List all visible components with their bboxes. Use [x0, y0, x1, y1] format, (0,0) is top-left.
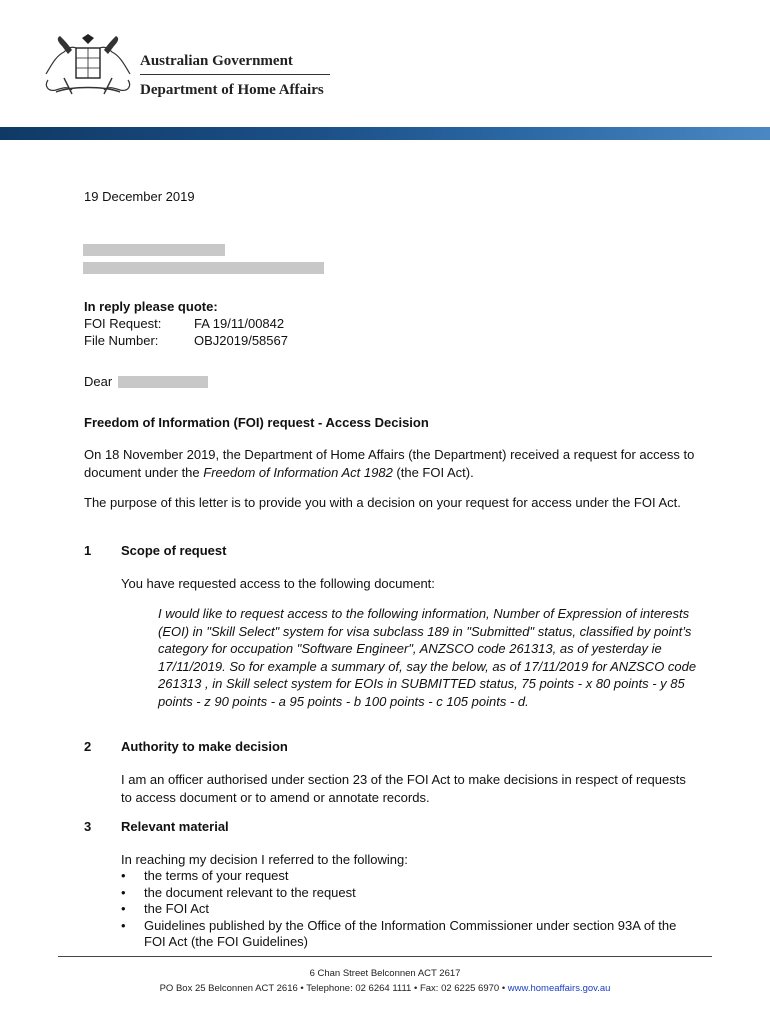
intro-text-part2: (the FOI Act).	[392, 464, 474, 480]
list-item: • the document relevant to the request	[121, 885, 696, 902]
header-band	[0, 127, 770, 140]
department-name: Department of Home Affairs	[140, 82, 324, 98]
letterhead-divider	[140, 74, 330, 75]
intro-paragraph	[84, 446, 696, 481]
file-number-label: File Number:	[84, 333, 159, 348]
authority-text: I am an officer authorised under section 23 of the FOI Act to make decisions in respect of requests to access document or to amend or annotate records.	[121, 772, 686, 805]
section-number: 3	[84, 819, 92, 834]
redacted-recipient-address	[83, 262, 324, 274]
section-number: 2	[84, 739, 92, 754]
list-item: • the FOI Act	[121, 901, 696, 918]
bullet-separator: •	[501, 983, 506, 994]
letter-date: 19 December 2019	[84, 189, 195, 204]
material-list	[121, 868, 696, 951]
letterhead-title	[140, 52, 330, 99]
footer-pobox: PO Box 25 Belconnen ACT 2616	[159, 983, 298, 994]
scope-text: You have requested access to the following document:	[121, 576, 435, 591]
bullet-separator: •	[413, 983, 418, 994]
foi-request-label: FOI Request:	[84, 316, 162, 331]
footer-divider	[58, 956, 712, 957]
intro-act-name: Freedom of Information Act 1982	[203, 464, 393, 480]
foi-request-value: FA 19/11/00842	[194, 316, 285, 331]
footer-fax: Fax: 02 6225 6970	[419, 983, 500, 994]
letter-subject: Freedom of Information (FOI) request - Access Decision	[84, 415, 429, 430]
list-item: • the terms of your request	[121, 868, 696, 885]
section-title-scope: Scope of request	[121, 543, 227, 558]
footer-telephone: Telephone: 02 6264 1111	[306, 983, 412, 994]
request-quote: I would like to request access to the following information, Number of Expression of interests (EOI) in "Skill Select" system for visa subclass 189 in "Submitted" status, classified by point’s category for occupation "Software Engineer", ANZSCO code 261313, as of yesterday ie 17/11/2019. So for example a summary of, say the below, as of 17/11/2019 for ANZSCO code 261313 , in Skill select system for EOIs in SUBMITTED status, 75 points - x 80 points - y 85 points - z 90 points - a 95 points - b 100 points - c 105 points - d.	[158, 606, 697, 709]
list-item: • Guidelines published by the Office of the Information Commissioner under section 93A of the FOI Act (the FOI Guidelines)	[121, 918, 696, 951]
footer-contact	[0, 983, 770, 994]
salutation: Dear	[84, 374, 113, 389]
reply-quote-heading: In reply please quote:	[84, 299, 218, 314]
redacted-recipient-name	[83, 244, 225, 256]
government-name: Australian Government	[140, 53, 293, 69]
bullet-separator: •	[300, 983, 304, 994]
redacted-salutation-name	[118, 376, 208, 388]
footer-address: 6 Chan Street Belconnen ACT 2617	[309, 968, 461, 979]
section-title-material: Relevant material	[121, 819, 229, 834]
coat-of-arms-logo	[42, 34, 134, 96]
section-number: 1	[84, 543, 92, 558]
material-text: In reaching my decision I referred to the following:	[121, 852, 408, 867]
intro-text-part1: On 18 November 2019, the Department of Home Affairs (the Department) received a request for access to document under the	[84, 447, 695, 480]
website-link[interactable]: www.homeaffairs.gov.au	[507, 983, 611, 994]
purpose-paragraph: The purpose of this letter is to provide you with a decision on your request for access under the FOI Act.	[84, 495, 681, 510]
section-title-authority: Authority to make decision	[121, 739, 288, 754]
file-number-value: OBJ2019/58567	[194, 333, 288, 348]
